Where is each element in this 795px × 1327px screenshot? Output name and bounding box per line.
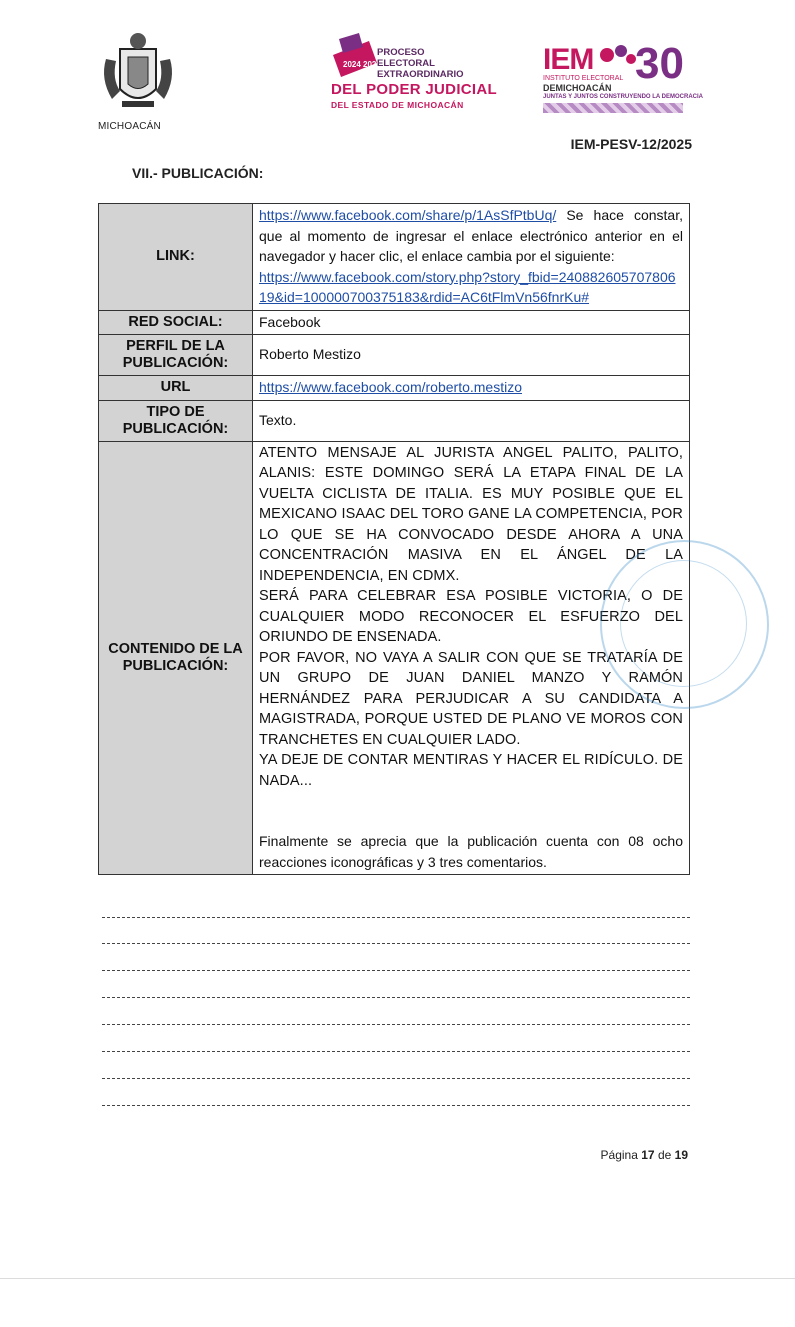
footer-rule xyxy=(0,1278,795,1279)
fill-line-6 xyxy=(102,1051,690,1053)
url-cell xyxy=(253,376,690,401)
contenido-paragraph-4: YA DEJE DE CONTAR MENTIRAS Y HACER EL RIDÍCULO. DE NADA... xyxy=(259,752,683,789)
row-perfil xyxy=(99,335,690,376)
link-description: Se hace constar, que al momento de ingresar el enlace electrónico anterior en el navegador y hacer clic, el enlace cambia por el siguiente: xyxy=(259,207,683,264)
red-social-value: Facebook xyxy=(253,310,690,335)
ballot-box-icon xyxy=(329,33,381,81)
svg-text:2024 2025: 2024 2025 xyxy=(343,60,381,69)
iem-line1: INSTITUTO ELECTORAL xyxy=(543,75,624,82)
page-number: Página 17 de 19 xyxy=(600,1148,688,1162)
document-id: IEM-PESV-12/2025 xyxy=(570,136,692,152)
fill-line-3 xyxy=(102,970,690,972)
row-contenido xyxy=(99,441,690,875)
contenido-cell xyxy=(253,441,690,875)
tipo-label: TIPO DE PUBLICACIÓN: xyxy=(99,400,253,441)
contenido-paragraph-3: POR FAVOR, NO VAYA A SALIR CON QUE SE TRATARÍA DE UN GRUPO DE JUAN DANIEL MANZO Y RAMÓN HERNÁNDEZ PARA PERJUDICAR A SU CANDIDATA A MAGISTRADA, PORQUE USTED DE PLANO VE MOROS CON TRANCHETES EN CUALQUIER LADO. xyxy=(259,649,683,748)
proceso-line4: DEL ESTADO DE MICHOACÁN xyxy=(331,100,464,110)
contenido-paragraph-1: ATENTO MENSAJE AL JURISTA ANGEL PALITO, PALITO, ALANIS: ESTE DOMINGO SERÁ LA ETAPA FINAL DE LA VUELTA CICLISTA DE ITALIA. ES MUY POSIBLE QUE EL MEXICANO ISAAC DEL TORO GANE LA COMPETENCIA, POR LO QUE SE HA CONVOCADO DESDE AHORA A UNA CONCENTRACIÓN MASIVA EN EL ÁNGEL DE LA INDEPENDENCIA, EN CDMX. xyxy=(259,444,683,584)
coat-of-arms-icon xyxy=(98,29,178,119)
iem-line3: JUNTAS Y JUNTOS CONSTRUYENDO LA DEMOCRACIA xyxy=(543,94,704,100)
row-tipo xyxy=(99,400,690,441)
section-title: VII.- PUBLICACIÓN: xyxy=(132,165,264,181)
michoacan-coat-of-arms xyxy=(98,29,178,132)
fill-line-8 xyxy=(102,1105,690,1107)
url-label: URL xyxy=(99,376,253,401)
iem-pattern-band xyxy=(543,103,683,113)
row-url xyxy=(99,376,690,401)
link-cell xyxy=(253,204,690,311)
proceso-line3: DEL PODER JUDICIAL xyxy=(331,81,497,98)
row-red-social xyxy=(99,310,690,335)
link-url-redirect[interactable]: https://www.facebook.com/story.php?story_fbid=24088260570780619&id=100000700375183&rdid=AC6tFlmVn56fnrKu# xyxy=(259,268,676,305)
fill-line-4 xyxy=(102,997,690,999)
fill-line-2 xyxy=(102,943,690,945)
iem-logo xyxy=(543,39,704,123)
contenido-final-note: Finalmente se aprecia que la publicación cuenta con 08 ocho reacciones iconográficas y 3 tres comentarios. xyxy=(259,833,683,870)
publication-table xyxy=(98,203,690,875)
red-social-label: RED SOCIAL: xyxy=(99,310,253,335)
contenido-paragraph-2: SERÁ PARA CELEBRAR ESA POSIBLE VICTORIA, O DE CUALQUIER MODO RECONOCER EL ESFUERZO DEL ORIUNDO DE ENSENADA. xyxy=(259,588,683,645)
row-link xyxy=(99,204,690,311)
iem-30-years: 30 xyxy=(635,39,684,88)
fill-line-5 xyxy=(102,1024,690,1026)
perfil-value: Roberto Mestizo xyxy=(253,335,690,376)
proceso-line1: PROCESO ELECTORAL EXTRAORDINARIO xyxy=(377,47,464,80)
iem-hands-icon xyxy=(597,43,637,73)
fill-line-1 xyxy=(102,917,690,919)
iem-line2: DEMICHOACÁN xyxy=(543,83,612,93)
iem-text: IEM xyxy=(543,43,594,76)
fill-line-7 xyxy=(102,1078,690,1080)
contenido-spacer xyxy=(259,791,683,831)
michoacan-caption: MICHOACÁN xyxy=(98,121,161,132)
document-header xyxy=(0,25,795,135)
profile-url[interactable]: https://www.facebook.com/roberto.mestizo xyxy=(259,379,522,395)
link-url-original[interactable]: https://www.facebook.com/share/p/1AsSfPtbUq/ xyxy=(259,207,557,223)
contenido-label: CONTENIDO DE LA PUBLICACIÓN: xyxy=(99,441,253,875)
proceso-electoral-logo xyxy=(325,33,497,113)
link-label: LINK: xyxy=(99,204,253,311)
tipo-value: Texto. xyxy=(253,400,690,441)
perfil-label: PERFIL DE LA PUBLICACIÓN: xyxy=(99,335,253,376)
